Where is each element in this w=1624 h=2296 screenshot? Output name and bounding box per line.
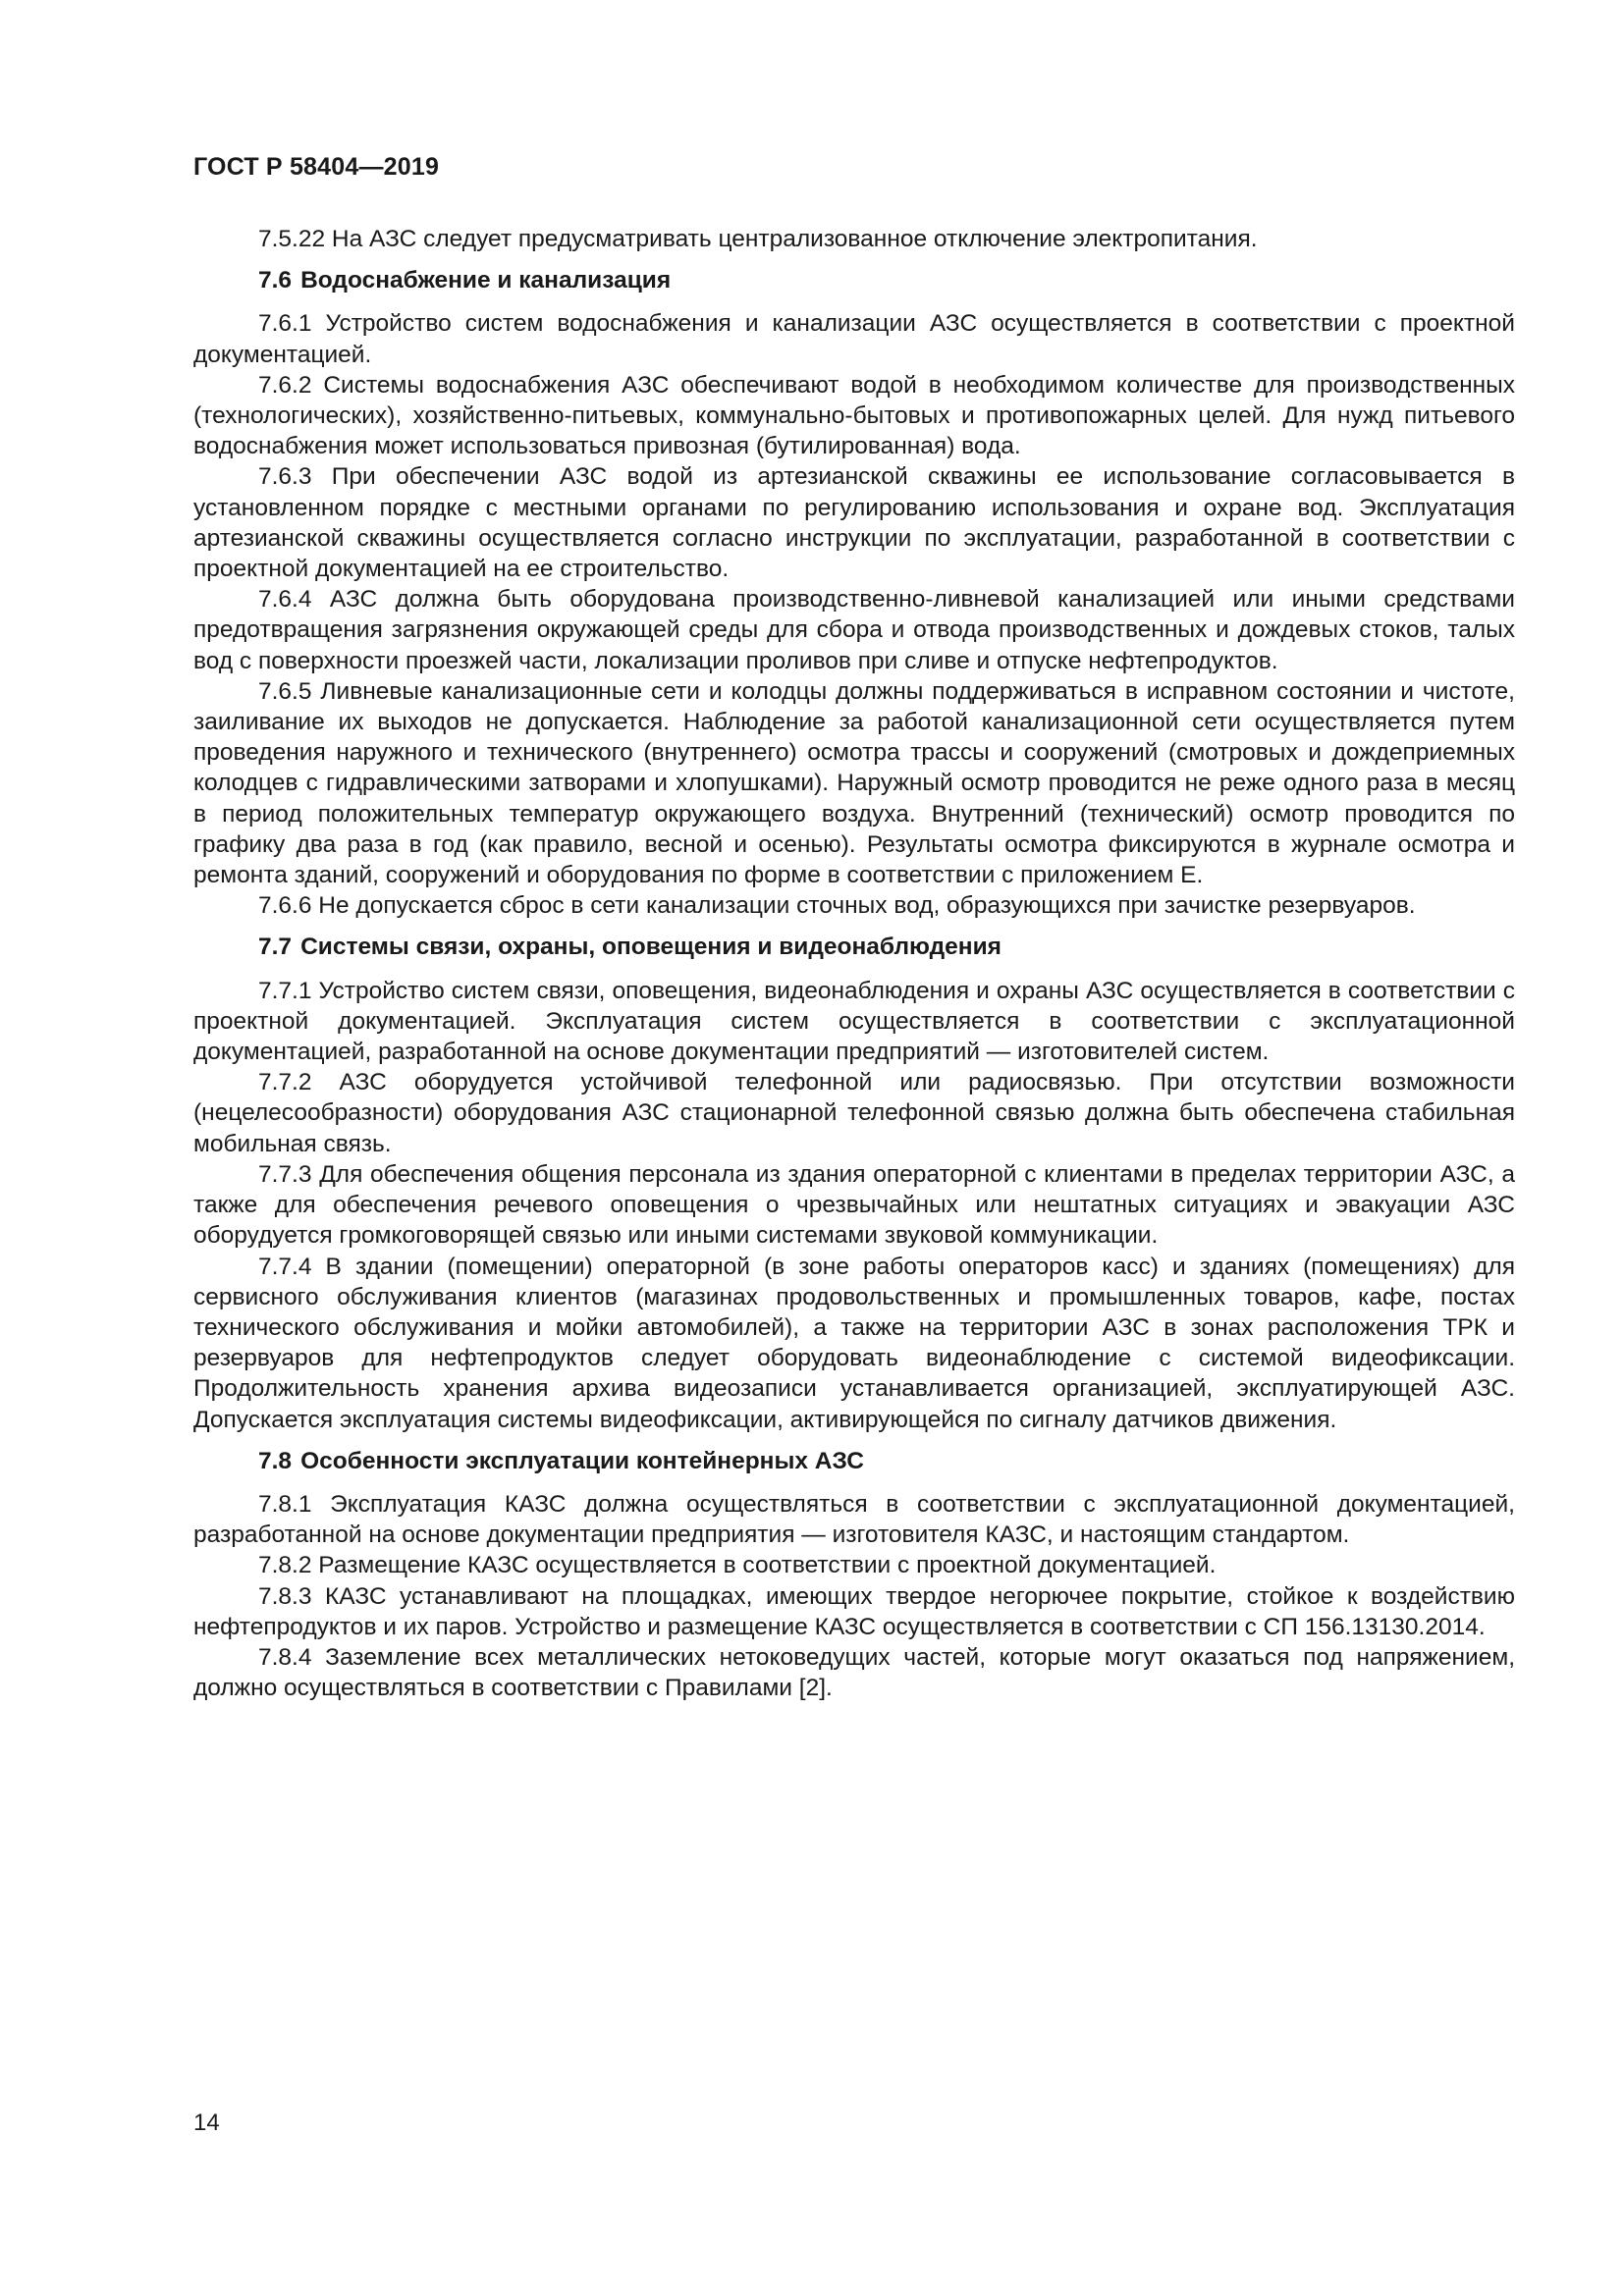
paragraph-7-6-3: 7.6.3 При обеспечении АЗС водой из артезианской скважины ее использование согласовывается в установленном порядке с местными органами по регулированию использования и охране вод. Эксплуатация артезианской скважины осуществляется согласно инструкции по эксплуатации, разработанной в соответствии с проектной документацией на ее строительство. <box>193 463 1515 583</box>
paragraph-7-6-1: 7.6.1 Устройство систем водоснабжения и канализации АЗС осуществляется в соответствии с проектной документацией. <box>193 310 1515 368</box>
paragraph-7-6-5: 7.6.5 Ливневые канализационные сети и колодцы должны поддерживаться в исправном состоянии и чистоте, заиливание их выходов не допускается. Наблюдение за работой канализационной сети осуществляется путем проведения наружного и технического (внутреннего) осмотра трассы и сооружений (смотровых и дождеприемных колодцев с гидравлическими затворами и хлопушками). Наружный осмотр проводится не реже одного раза в месяц в период положительных температур окружающего воздуха. Внутренний (технический) осмотр проводится по графику два раза в год (как правило, весной и осенью). Результаты осмотра фиксируются в журнале осмотра и ремонта зданий, сооружений и оборудования по форме в соответствии с приложением Е. <box>193 677 1515 889</box>
section-title: Водоснабжение и канализация <box>300 267 672 294</box>
section-number: 7.7 <box>258 934 293 961</box>
paragraph-7-6-6: 7.6.6 Не допускается сброс в сети канализации сточных вод, образующихся при зачистке резервуаров. <box>258 892 1416 920</box>
section-number: 7.8 <box>258 1447 293 1474</box>
paragraph-7-7-4: 7.7.4 В здании (помещении) операторной (в зоне работы операторов касс) и зданиях (помещениях) для сервисного обслуживания клиентов (магазинах продовольственных и промышленных товаров, кафе, постах технического обслуживания и мойки автомобилей), а также на территории АЗС в зонах расположения ТРК и резервуаров для нефтепродуктов следует оборудовать видеонаблюдение с системой видеофиксации. Продолжительность хранения архива видеозаписи устанавливается организацией, эксплуатирующей АЗС. Допускается эксплуатация системы видеофиксации, активирующейся по сигналу датчиков движения. <box>193 1253 1515 1433</box>
paragraph-7-8-1: 7.8.1 Эксплуатация КАЗС должна осуществляться в соответствии с эксплуатационной документацией, разработанной на основе документации предприятия — изготовителя КАЗС, и настоящим стандартом. <box>193 1490 1515 1549</box>
section-heading-7-7 <box>193 932 1515 962</box>
page-number: 14 <box>193 2109 220 2136</box>
section-title: Системы связи, охраны, оповещения и видеонаблюдения <box>300 934 1001 961</box>
section-title: Особенности эксплуатации контейнерных АЗС <box>300 1447 864 1474</box>
section-heading-7-6 <box>193 265 1515 295</box>
paragraph-7-7-3: 7.7.3 Для обеспечения общения персонала из здания операторной с клиентами в пределах территории АЗС, а также для обеспечения речевого оповещения о чрезвычайных или нештатных ситуациях и эвакуации АЗС оборудуется громкоговорящей связью или иными системами звуковой коммуникации. <box>193 1160 1515 1250</box>
paragraph-7-5-22: 7.5.22 На АЗС следует предусматривать централизованное отключение электропитания. <box>258 226 1258 252</box>
paragraph-7-7-2: 7.7.2 АЗС оборудуется устойчивой телефонной или радиосвязью. При отсутствии возможности (нецелесообразности) оборудования АЗС стационарной телефонной связью должна быть обеспечена стабильная мобильная связь. <box>193 1069 1515 1157</box>
paragraph-7-7-1: 7.7.1 Устройство систем связи, оповещения, видеонаблюдения и охраны АЗС осуществляется в соответствии с проектной документацией. Эксплуатация систем осуществляется в соответствии с эксплуатационной документацией, разработанной на основе документации предприятий — изготовителей систем. <box>193 977 1515 1066</box>
paragraph-7-8-2: 7.8.2 Размещение КАЗС осуществляется в соответствии с проектной документацией. <box>258 1552 1217 1579</box>
paragraph-7-6-4: 7.6.4 АЗС должна быть оборудована производственно-ливневой канализацией или иными средствами предотвращения загрязнения окружающей среды для сбора и отвода производственных и дождевых стоков, талых вод с поверхности проезжей части, локализации проливов при сливе и отпуске нефтепродуктов. <box>193 586 1515 674</box>
standard-header: ГОСТ Р 58404—2019 <box>193 153 440 181</box>
paragraph-7-8-4: 7.8.4 Заземление всех металлических нетоковедущих частей, которые могут оказаться под напряжением, должно осуществляться в соответствии с Правилами [2]. <box>193 1643 1515 1702</box>
section-number: 7.6 <box>258 267 293 294</box>
document-body <box>193 224 1515 1703</box>
section-heading-7-8 <box>193 1446 1515 1476</box>
paragraph-7-8-3: 7.8.3 КАЗС устанавливают на площадках, имеющих твердое негорючее покрытие, стойкое к воздействию нефтепродуктов и их паров. Устройство и размещение КАЗС осуществляется в соответствии с СП 156.13130.2014. <box>193 1582 1515 1640</box>
paragraph-7-6-2: 7.6.2 Системы водоснабжения АЗС обеспечивают водой в необходимом количестве для производственных (технологических), хозяйственно-питьевых, коммунально-бытовых и противопожарных целей. Для нужд питьевого водоснабжения может использоваться привозная (бутилированная) вода. <box>193 371 1515 460</box>
